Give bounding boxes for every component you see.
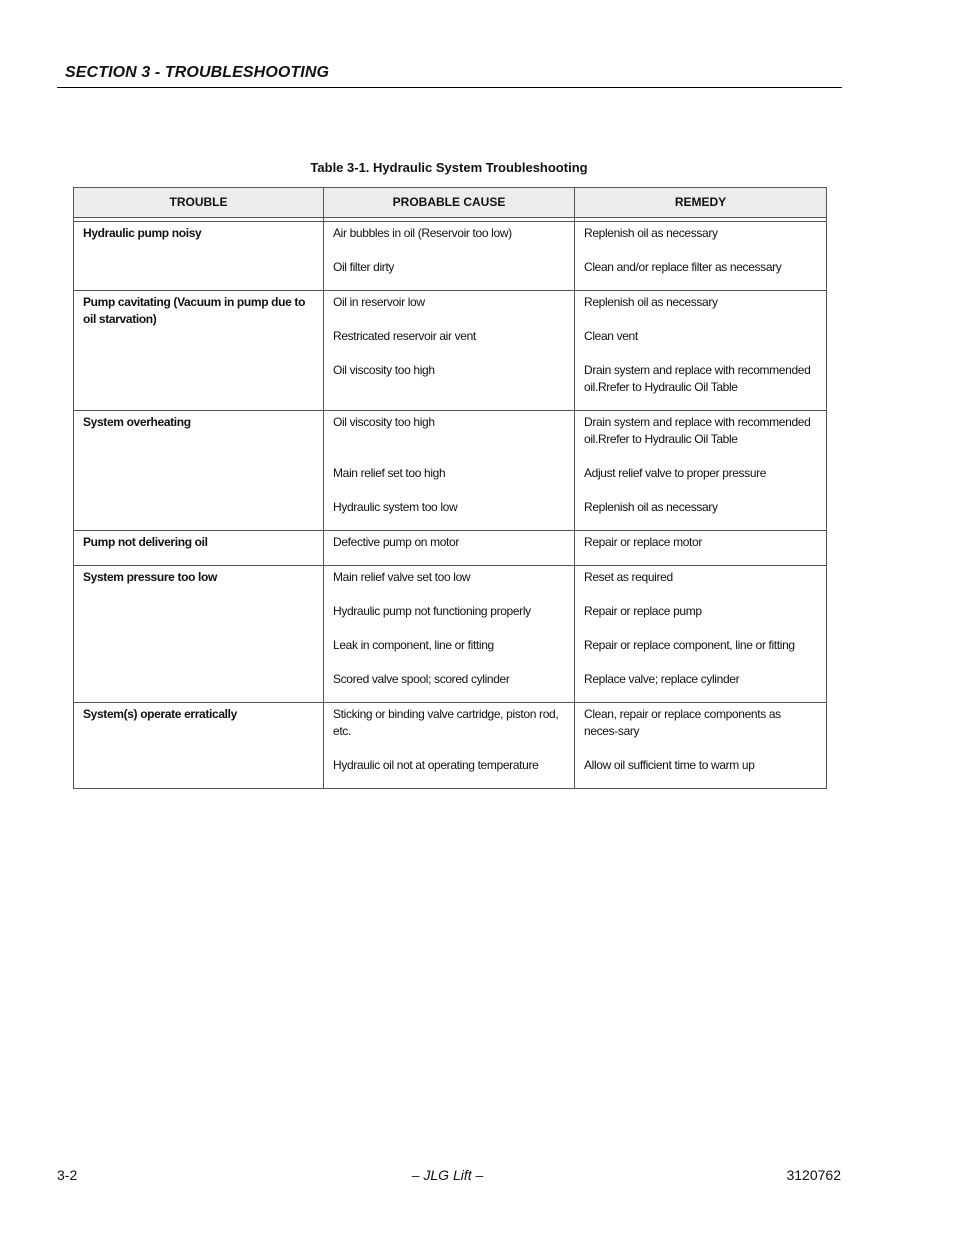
cell-bottom-padding (584, 276, 817, 290)
remedy-text: Replenish oil as necessary (584, 226, 718, 240)
remedy-text: Replace valve; replace cylinder (584, 672, 740, 686)
cell-bottom-padding (584, 396, 817, 410)
trouble-text: Pump not delivering oil (83, 535, 208, 549)
remedy-text: Clean, repair or replace components as neces-sary (584, 707, 781, 738)
trouble-text: System overheating (83, 415, 191, 429)
table-row (74, 566, 827, 703)
cell-bottom-padding (333, 396, 565, 410)
remedy-cell (575, 531, 827, 566)
probable-cause-text: Restricated reservoir air vent (333, 329, 476, 343)
probable-cause-text: Defective pump on motor (333, 535, 460, 549)
cell-bottom-padding (333, 551, 565, 565)
remedy-text: Drain system and replace with recommended oil.Rrefer to Hydraulic Oil Table (584, 363, 811, 394)
cell-bottom-padding (584, 774, 817, 788)
cell-bottom-padding (83, 242, 314, 256)
remedy-cell (575, 291, 827, 411)
table-row (74, 291, 827, 411)
remedy-text: Clean vent (584, 329, 638, 343)
table-body (74, 222, 827, 789)
remedy-text: Replenish oil as necessary (584, 295, 718, 309)
column-header-trouble: TROUBLE (74, 188, 324, 218)
probable-cause-text: Oil viscosity too high (333, 415, 435, 429)
column-header-remedy: REMEDY (575, 188, 827, 218)
remedy-text: Clean and/or replace filter as necessary (584, 260, 782, 274)
cell-bottom-padding (83, 723, 314, 737)
remedy-cell (575, 703, 827, 789)
trouble-text: Pump cavitating (Vacuum in pump due to oil starvation) (83, 295, 306, 326)
cell-bottom-padding (333, 774, 565, 788)
probable-cause-cell (324, 566, 575, 703)
troubleshooting-table (73, 187, 827, 789)
trouble-cell (74, 222, 324, 291)
section-header (57, 63, 842, 88)
column-header-probable-cause: PROBABLE CAUSE (324, 188, 575, 218)
cell-bottom-padding (83, 586, 314, 600)
probable-cause-text: Leak in component, line or fitting (333, 638, 494, 652)
trouble-cell (74, 703, 324, 789)
probable-cause-text: Hydraulic oil not at operating temperature (333, 758, 539, 772)
table-row (74, 222, 827, 291)
probable-cause-cell (324, 703, 575, 789)
probable-cause-text: Scored valve spool; scored cylinder (333, 672, 510, 686)
remedy-cell (575, 566, 827, 703)
cell-bottom-padding (83, 431, 314, 445)
probable-cause-cell (324, 291, 575, 411)
cell-bottom-padding (584, 551, 817, 565)
remedy-text: Repair or replace component, line or fitting (584, 638, 795, 652)
remedy-text: Allow oil sufficient time to warm up (584, 758, 755, 772)
table-header-row (74, 188, 827, 218)
remedy-text: Reset as required (584, 570, 673, 584)
remedy-text: Repair or replace motor (584, 535, 703, 549)
table-title: Table 3-1. Hydraulic System Troubleshooting (310, 160, 588, 175)
trouble-cell (74, 291, 324, 411)
probable-cause-text: Oil viscosity too high (333, 363, 435, 377)
trouble-cell (74, 566, 324, 703)
document-number: 3120762 (786, 1167, 841, 1183)
probable-cause-text: Oil filter dirty (333, 260, 395, 274)
cell-bottom-padding (333, 688, 565, 702)
probable-cause-text: Sticking or binding valve cartridge, piston rod, etc. (333, 707, 559, 738)
probable-cause-text: Hydraulic pump not functioning properly (333, 604, 531, 618)
probable-cause-cell (324, 531, 575, 566)
footer-brand: – JLG Lift – (411, 1167, 484, 1183)
table-row (74, 703, 827, 789)
cell-bottom-padding (333, 516, 565, 530)
page-number: 3-2 (57, 1167, 78, 1183)
remedy-text: Adjust relief valve to proper pressure (584, 466, 767, 480)
probable-cause-text: Air bubbles in oil (Reservoir too low) (333, 226, 512, 240)
trouble-text: Hydraulic pump noisy (83, 226, 202, 240)
cell-bottom-padding (83, 551, 314, 565)
remedy-text: Drain system and replace with recommended oil.Rrefer to Hydraulic Oil Table (584, 415, 811, 446)
remedy-text: Repair or replace pump (584, 604, 702, 618)
trouble-cell (74, 411, 324, 531)
cell-bottom-padding (584, 688, 817, 702)
probable-cause-text: Main relief set too high (333, 466, 446, 480)
table-row (74, 531, 827, 566)
section-title: SECTION 3 - TROUBLESHOOTING (65, 64, 330, 81)
cell-bottom-padding (83, 328, 314, 342)
probable-cause-cell (324, 222, 575, 291)
cell-bottom-padding (333, 276, 565, 290)
cell-bottom-padding (584, 516, 817, 530)
trouble-text: System pressure too low (83, 570, 217, 584)
trouble-text: System(s) operate erratically (83, 707, 237, 721)
probable-cause-cell (324, 411, 575, 531)
remedy-text: Replenish oil as necessary (584, 500, 718, 514)
probable-cause-text: Oil in reservoir low (333, 295, 425, 309)
table-row (74, 411, 827, 531)
remedy-cell (575, 222, 827, 291)
probable-cause-text: Main relief valve set too low (333, 570, 471, 584)
trouble-cell (74, 531, 324, 566)
remedy-cell (575, 411, 827, 531)
probable-cause-text: Hydraulic system too low (333, 500, 458, 514)
